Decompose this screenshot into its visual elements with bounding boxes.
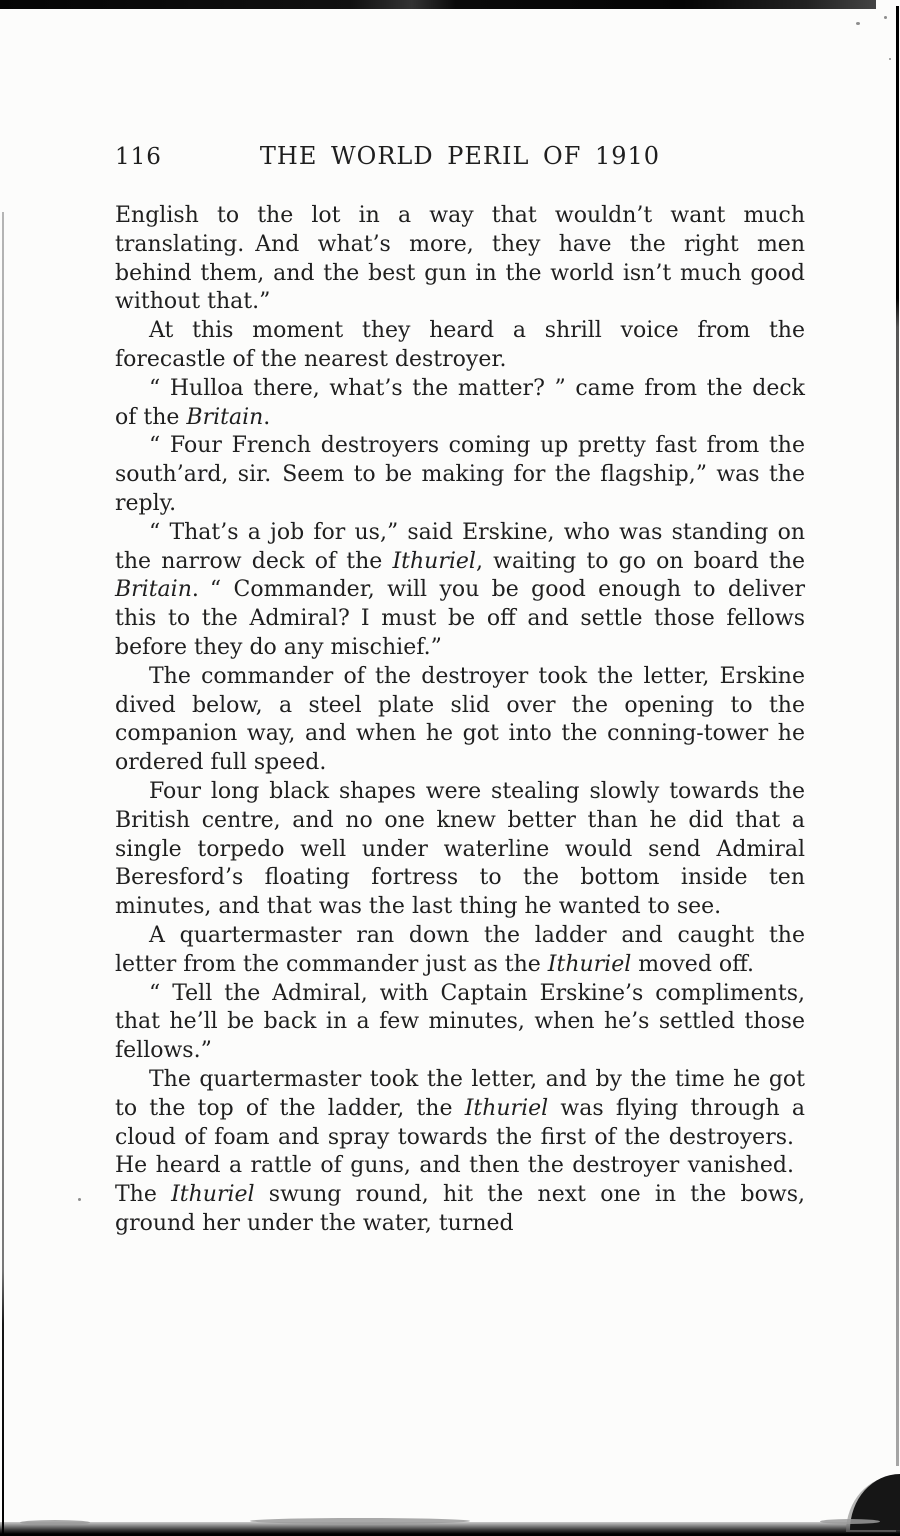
text-run: “ Four French destroyers coming up pretty fast from the south’ard, sir. Seem to be making for the flagship,” was the reply. — [115, 433, 805, 516]
scan-smudge — [820, 1519, 880, 1524]
paragraph — [115, 519, 805, 663]
book-page — [115, 142, 805, 1239]
text-run: “ Tell the Admiral, with Captain Erskine’s compliments, that he’ll be back in a few minutes, when he’s settled those fellows.” — [115, 980, 805, 1064]
text-run: The quartermaster took the letter, and by the time he got to the top of the ladder, the — [115, 1066, 805, 1121]
paragraph — [115, 922, 805, 980]
page-text — [115, 202, 805, 1239]
scan-edge-bottom — [0, 1522, 900, 1536]
ship-name-italic: Ithuriel — [547, 951, 632, 977]
ship-name-italic: Ithuriel — [464, 1095, 549, 1121]
scan-smudge — [250, 1518, 470, 1524]
scan-dust-speck — [884, 16, 887, 19]
ship-name-italic: Britain — [186, 404, 264, 430]
scan-edge-top — [0, 0, 876, 9]
paragraph — [115, 432, 805, 518]
text-run: “ Hulloa there, what’s the matter? ” came from the deck of the — [115, 375, 805, 430]
text-run: The commander of the destroyer took the letter, Erskine dived below, a steel plate slid over the opening to the companion way, and when he got into the conning-tower he ordered full speed. — [115, 663, 805, 776]
scan-dust-speck — [78, 1198, 81, 1201]
scan-dust-speck — [889, 58, 891, 60]
paragraph — [115, 317, 805, 375]
scan-dust-speck — [856, 22, 860, 25]
ship-name-italic: Ithuriel — [392, 548, 476, 574]
scan-smudge — [20, 1520, 90, 1525]
text-run: A quartermaster ran down the ladder and caught the letter from the commander just as the — [115, 922, 805, 977]
paragraph — [115, 375, 805, 433]
text-run: swung round, hit the next one in the bows, ground her under the water, turned — [115, 1182, 805, 1236]
paragraph — [115, 778, 805, 922]
running-title: THE WORLD PERIL OF 1910 — [259, 142, 661, 170]
text-run: At this moment they heard a shrill voice from the forecastle of the nearest destroyer. — [115, 318, 805, 372]
ship-name-italic: Ithuriel — [171, 1182, 255, 1208]
paragraph — [115, 663, 805, 778]
ship-name-italic: Britain — [115, 577, 192, 603]
paragraph — [115, 202, 805, 317]
scan-gutter-line-left — [2, 212, 4, 1536]
text-run: “ That’s a job for us,” said Erskine, who was standing on the narrow deck of the — [115, 519, 805, 574]
page-number: 116 — [115, 144, 162, 170]
scan-gutter-line-right — [896, 6, 899, 1466]
text-run: was flying through a cloud of foam and spray towards the first of the destroyers. He heard a rattle of guns, and then the destroyer vanished. The — [115, 1095, 805, 1208]
text-run: . “ Commander, will you be good enough to deliver this to the Admiral? I must be off and settle those fellows before they do any mischief.” — [115, 577, 805, 660]
text-run: . — [263, 404, 271, 430]
text-run: English to the lot in a way that wouldn’t want much translating. And what’s more, they have the right men behind them, and the best gun in the world isn’t much good without that.” — [115, 203, 805, 315]
text-run: Four long black shapes were stealing slowly towards the British centre, and no one knew better than he did that a single torpedo well under waterline would send Admiral Beresford’s floating fortress to the bottom inside ten minutes, and that was the last thing he wanted to see. — [115, 778, 805, 920]
paragraph — [115, 1066, 805, 1239]
text-run: moved off. — [631, 951, 754, 977]
text-run: , waiting to go on board the — [475, 548, 806, 574]
page-header — [115, 142, 805, 172]
paragraph — [115, 980, 805, 1066]
